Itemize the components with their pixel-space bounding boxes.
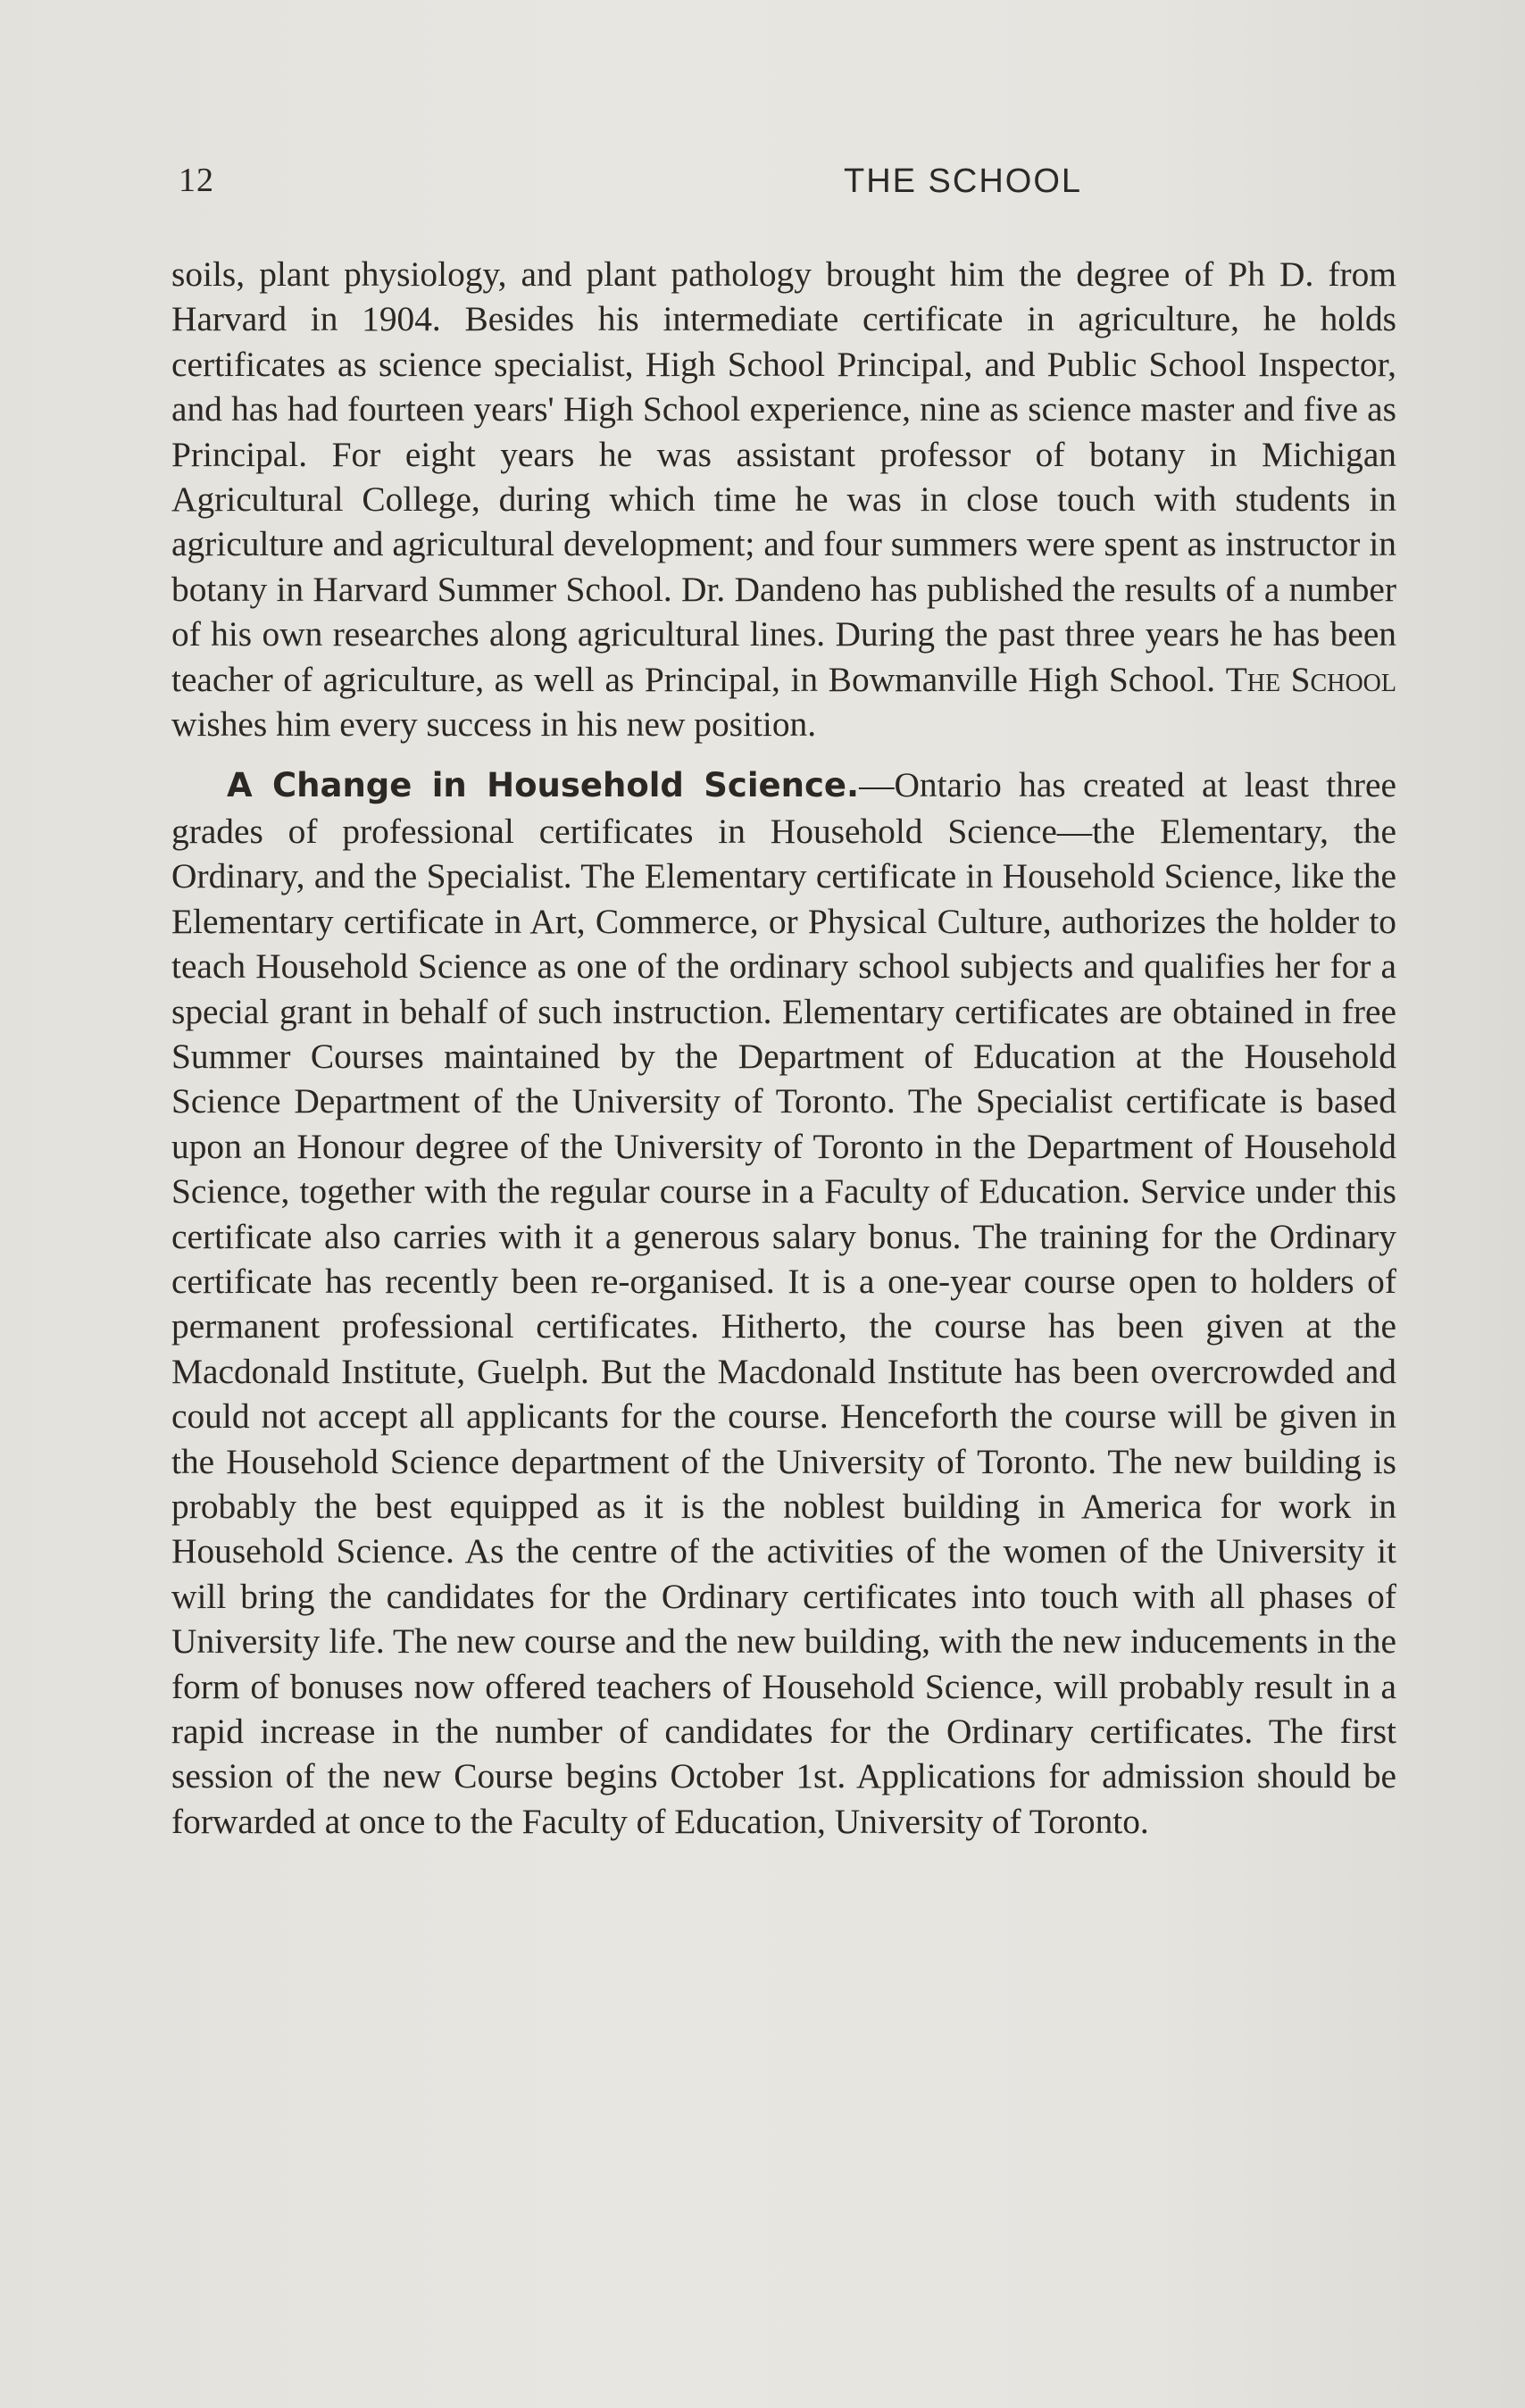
paragraph-dandeno-text: soils, plant physiology, and plant pathology brought him the degree of Ph D. from Harvard in 1904. Besides his intermediate certificate in agriculture, he holds certificates as science specialist, High School Principal, and Public School Inspector, and has had fourteen years' High School experience, nine as science master and five as Principal. For eight years he was assistant professor of botany in Michigan Agricultural College, during which time he was in close touch with students in agriculture and agricultural development; and four summers were spent as instructor in botany in Harvard Summer School. Dr. Dandeno has published the results of a number of his own researches along agricultural lines. During the past three years he has been teacher of agriculture, as well as Principal, in Bowmanville High School. (171, 254, 1396, 699)
paragraph-dandeno (171, 252, 1396, 746)
paragraph-household-science (171, 762, 1396, 1844)
page-header (179, 161, 1393, 205)
section-heading: A Change in Household Science. (227, 766, 860, 805)
page-number: 12 (179, 162, 214, 199)
paragraph-household-science-text: —Ontario has created at least three grades of professional certificates in Household Science—the Elementary, the Ordinary, and the Specialist. The Elementary certificate in Household Science, like the Elementary certificate in Art, Commerce, or Physical Culture, authorizes the holder to teach Household Science as one of the ordinary school subjects and qualifies her for a special grant in behalf of such instruction. Elementary certificates are obtained in free Summer Courses maintained by the Department of Education at the Household Science Department of the University of Toronto. The Specialist certificate is based upon an Honour degree of the University of Toronto in the Department of Household Science, together with the regular course in a Faculty of Education. Service under this certificate also carries with it a generous salary bonus. The training for the Ordinary certificate has recently been re-organised. It is a one-year course open to holders of permanent professional certificates. Hitherto, the course has been given at the Macdonald Institute, Guelph. But the Macdonald Institute has been overcrowded and could not accept all applicants for the course. Henceforth the course will be given in the Household Science department of the University of Toronto. The new building is probably the best equipped as it is the noblest building in America for work in Household Science. As the centre of the activities of the women of the University it will bring the candidates for the Ordinary certificates into touch with all phases of University life. The new course and the new building, with the new inducements in the form of bonuses now offered teachers of Household Science, will probably result in a rapid increase in the number of candidates for the Ordinary certificates. The first session of the new Course begins October 1st. Applications for admission should be forwarded at once to the Faculty of Education, University of Toronto. (171, 765, 1396, 1841)
body-text (171, 252, 1396, 1844)
paragraph-dandeno-closing: wishes him every success in his new position. (171, 704, 817, 745)
running-title: THE SCHOOL (844, 162, 1083, 200)
journal-name: The School (1225, 659, 1396, 699)
